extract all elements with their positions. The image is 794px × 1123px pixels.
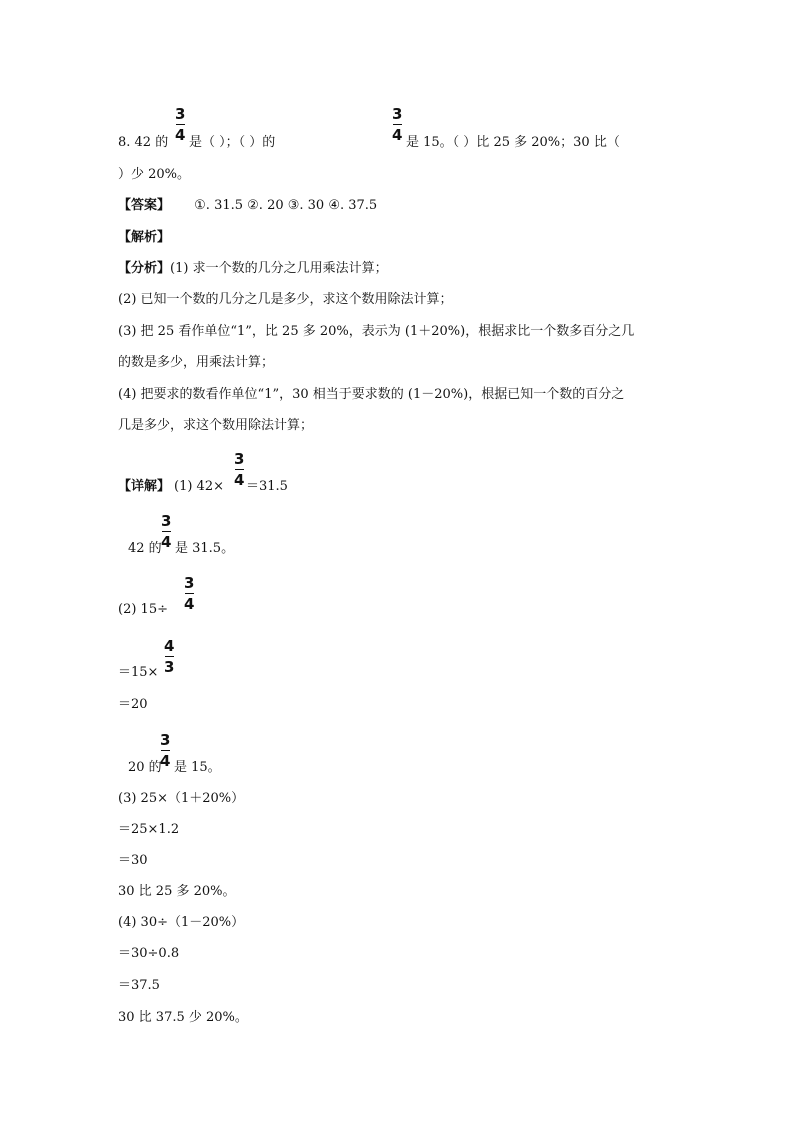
fraction-denominator: 4 [175, 126, 186, 144]
fraction-bar [161, 750, 170, 751]
fraction-denominator: 4 [160, 752, 171, 770]
detail-step-4: ＝15× [118, 665, 159, 680]
answer-values: ①. 31.5 ②. 20 ③. 30 ④. 37.5 [194, 198, 378, 213]
fenxi-label: 【分析】 [118, 261, 171, 276]
fraction-numerator: 3 [234, 450, 245, 468]
detail-step-3: (2) 15÷ [118, 602, 168, 617]
answer-line [118, 196, 377, 216]
fraction [161, 513, 171, 551]
fraction [392, 106, 402, 144]
fraction-bar [162, 531, 171, 532]
detail-step-6b: 是 15。 [174, 760, 221, 775]
fraction-denominator: 4 [161, 533, 172, 551]
detail-step-11: (4) 30÷（1－20%） [118, 915, 245, 930]
answer-label: 【答案】 [118, 198, 171, 213]
analysis-text: (1) 求一个数的几分之几用乘法计算； [170, 261, 388, 276]
fraction-numerator: 3 [160, 731, 171, 749]
question-text-part3: 是 15。（ ）比 25 多 20%；30 比（ [406, 135, 620, 150]
fraction-bar [176, 124, 185, 125]
question-text-part1: 8. 42 的 [118, 135, 169, 150]
detail-step-13: ＝37.5 [118, 978, 160, 993]
fraction [164, 638, 174, 676]
analysis-item-2: (2) 已知一个数的几分之几是多少，求这个数用除法计算； [118, 292, 453, 307]
fraction-denominator: 4 [234, 471, 245, 489]
detail-step-8: ＝25×1.2 [118, 822, 180, 837]
fraction-numerator: 3 [175, 105, 186, 123]
fraction-bar [165, 656, 174, 657]
detail-label: 【详解】 [118, 479, 171, 494]
analysis-item-1 [118, 259, 388, 279]
fraction [175, 106, 185, 144]
fraction-denominator: 4 [392, 126, 403, 144]
fraction-denominator: 3 [164, 658, 175, 676]
fraction-bar [185, 593, 194, 594]
fraction-numerator: 4 [164, 637, 175, 655]
analysis-item-4a: (4) 把要求的数看作单位“1”，30 相当于要求数的 (1－20%)，根据已知一个数的百分之 [118, 387, 625, 402]
fraction [160, 732, 170, 770]
detail-step-10: 30 比 25 多 20%。 [118, 884, 236, 899]
analysis-item-4b: 几是多少，求这个数用除法计算； [118, 418, 314, 433]
question-text-line2: ）少 20%。 [118, 167, 191, 182]
fraction-bar [235, 469, 244, 470]
detail-step-7: (3) 25×（1＋20%） [118, 791, 245, 806]
detail-step-6a: 20 的 [128, 760, 162, 775]
detail-step-14: 30 比 37.5 少 20%。 [118, 1010, 248, 1025]
detail-step-1: (1) 42× [174, 479, 224, 494]
fraction-numerator: 3 [161, 512, 172, 530]
fraction-numerator: 3 [184, 574, 195, 592]
analysis-item-3b: 的数是多少，用乘法计算； [118, 355, 275, 370]
detail-step-9: ＝30 [118, 853, 148, 868]
fraction-denominator: 4 [184, 595, 195, 613]
analysis-label: 【解析】 [118, 230, 171, 245]
fraction-numerator: 3 [392, 105, 403, 123]
question-text-part2: 是（ ）；（ ）的 [189, 135, 276, 150]
detail-step-12: ＝30÷0.8 [118, 946, 180, 961]
detail-step-2b: 是 31.5。 [175, 541, 235, 556]
detail-step-1-result: ＝31.5 [246, 479, 288, 494]
fraction-bar [393, 124, 402, 125]
analysis-item-3a: (3) 把 25 看作单位“1”，比 25 多 20%，表示为 (1＋20%)，根据求比一个数多百分之几 [118, 324, 635, 339]
fraction [184, 575, 194, 613]
detail-step-5: ＝20 [118, 697, 148, 712]
detail-step-2a: 42 的 [128, 541, 162, 556]
fraction [234, 451, 244, 489]
